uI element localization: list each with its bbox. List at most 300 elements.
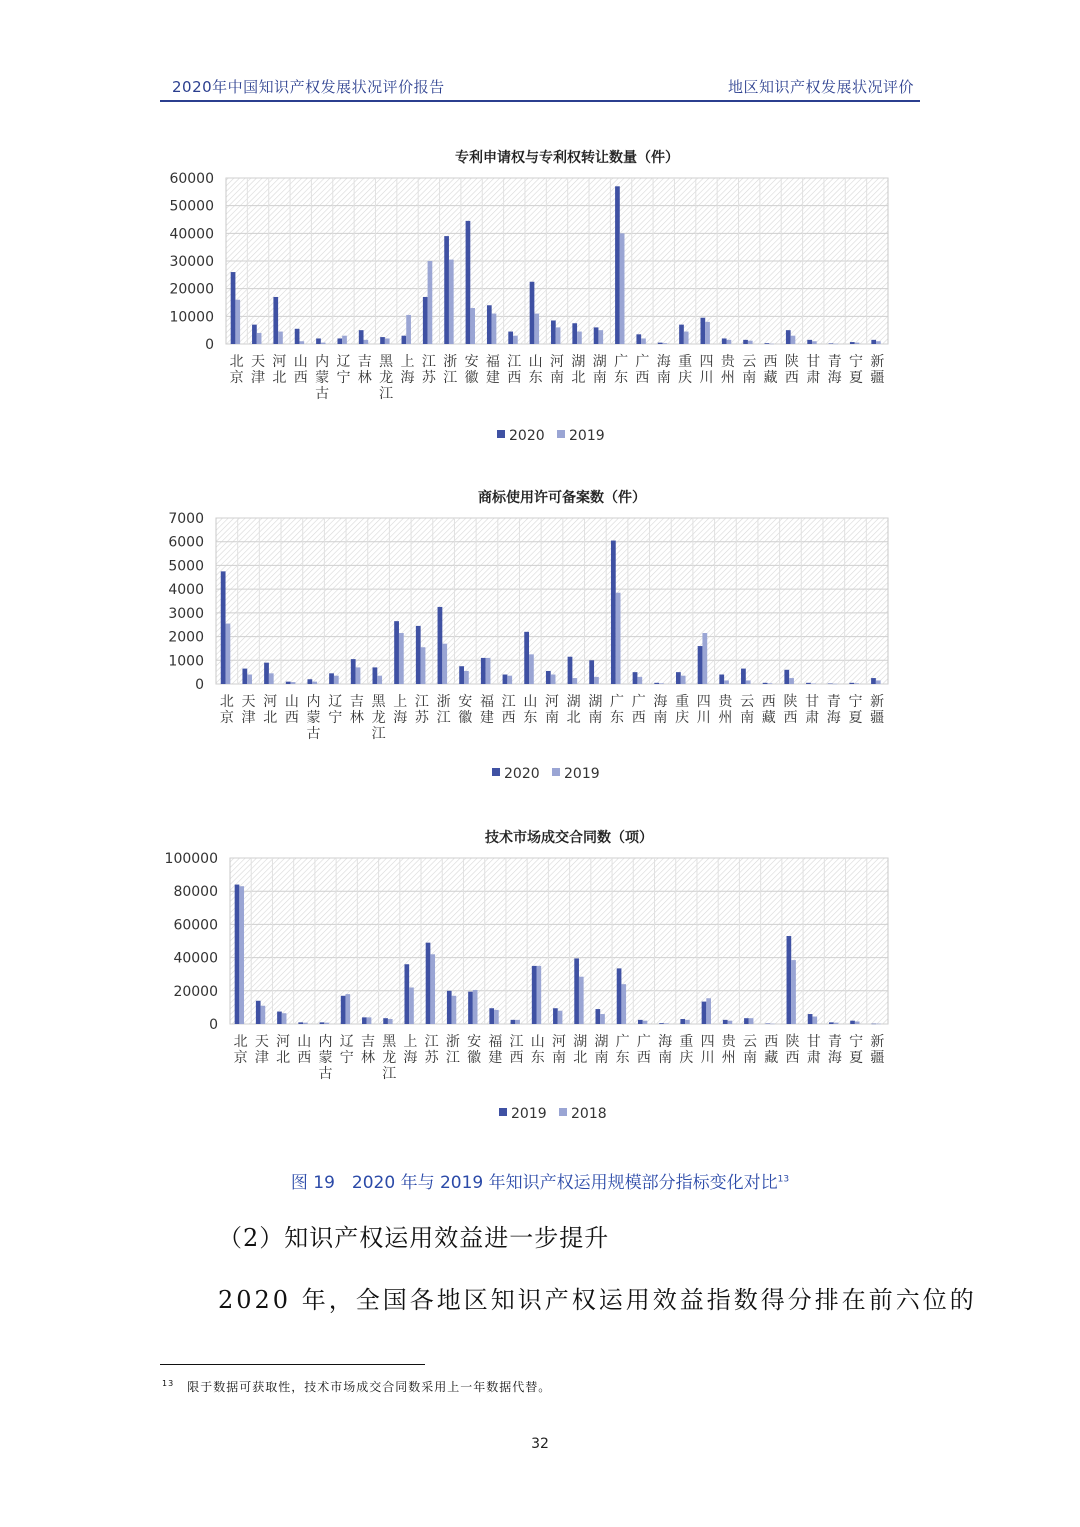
bar-2020-黑龙江 bbox=[373, 667, 378, 684]
x-tick-label: 内蒙古 bbox=[318, 1034, 333, 1082]
bar-2019-甘肃 bbox=[808, 1014, 813, 1024]
x-tick-label: 四川 bbox=[700, 1034, 715, 1066]
x-tick-label: 福建 bbox=[479, 694, 494, 726]
x-tick-label: 山西 bbox=[284, 694, 299, 726]
x-tick-label: 江苏 bbox=[414, 694, 429, 726]
bar-2019-陕西 bbox=[789, 678, 794, 684]
bar-2019-湖南 bbox=[598, 330, 603, 344]
section-heading: （2）知识产权运用效益进一步提升 bbox=[218, 1224, 610, 1252]
x-tick-label: 上海 bbox=[400, 354, 415, 386]
x-tick-label: 山西 bbox=[293, 354, 308, 386]
x-tick-label: 湖北 bbox=[573, 1034, 588, 1066]
bar-2019-重庆 bbox=[681, 676, 686, 684]
bar-2018-海南 bbox=[664, 1023, 669, 1024]
bar-2020-湖北 bbox=[572, 323, 577, 344]
bar-2019-江苏 bbox=[421, 647, 426, 684]
bar-2018-辽宁 bbox=[345, 994, 350, 1024]
bar-2018-重庆 bbox=[685, 1020, 690, 1024]
x-tick-label: 青海 bbox=[826, 694, 841, 726]
x-tick-label: 内蒙古 bbox=[315, 354, 330, 402]
bar-2020-宁夏 bbox=[849, 683, 854, 684]
x-tick-label: 浙江 bbox=[443, 354, 458, 386]
x-tick-label: 福建 bbox=[485, 354, 500, 386]
bar-2019-新疆 bbox=[876, 680, 881, 684]
x-tick-label: 吉林 bbox=[360, 1034, 375, 1066]
bar-2019-西藏 bbox=[767, 683, 772, 684]
x-tick-label: 内蒙古 bbox=[306, 694, 321, 742]
x-tick-label: 江苏 bbox=[421, 354, 436, 386]
bar-2019-辽宁 bbox=[334, 676, 339, 684]
bar-2019-青海 bbox=[829, 1022, 834, 1024]
bar-2019-广东 bbox=[616, 593, 621, 684]
bar-2019-重庆 bbox=[684, 332, 689, 344]
bar-2018-江西 bbox=[515, 1020, 520, 1024]
x-tick-label: 海南 bbox=[653, 694, 668, 726]
bar-2019-上海 bbox=[406, 315, 411, 344]
bar-2020-山东 bbox=[530, 282, 535, 344]
page-header bbox=[160, 76, 920, 100]
x-tick-label: 青海 bbox=[827, 1034, 842, 1066]
x-tick-label: 山东 bbox=[528, 354, 543, 386]
bar-2019-山东 bbox=[532, 966, 537, 1024]
x-tick-label: 海南 bbox=[656, 354, 671, 386]
bar-2020-云南 bbox=[741, 669, 746, 684]
bar-2019-四川 bbox=[702, 633, 707, 684]
x-tick-label: 湖北 bbox=[566, 694, 581, 726]
x-tick-label: 云南 bbox=[743, 1034, 758, 1066]
bar-2019-吉林 bbox=[364, 340, 369, 344]
bar-2020-山东 bbox=[524, 632, 529, 684]
legend-swatch-2019 bbox=[499, 1108, 507, 1116]
footnote-rule bbox=[160, 1364, 425, 1365]
legend-label-2019: 2019 bbox=[564, 766, 600, 782]
x-tick-label: 西藏 bbox=[763, 354, 778, 386]
figure-caption-note-ref: 13 bbox=[777, 1174, 790, 1185]
bar-2020-西藏 bbox=[765, 343, 770, 344]
bar-2019-北京 bbox=[235, 300, 240, 344]
bar-2019-宁夏 bbox=[850, 1021, 855, 1024]
bar-2019-海南 bbox=[659, 1023, 664, 1024]
x-tick-label: 河北 bbox=[276, 1034, 291, 1066]
bar-2019-山东 bbox=[529, 654, 534, 684]
bar-2019-浙江 bbox=[449, 260, 454, 344]
x-tick-label: 吉林 bbox=[357, 354, 372, 386]
bar-2019-福建 bbox=[486, 658, 491, 684]
figure-caption bbox=[0, 1168, 1080, 1193]
bar-2019-青海 bbox=[833, 344, 838, 345]
x-tick-label: 江西 bbox=[509, 1034, 524, 1066]
bar-2018-陕西 bbox=[791, 960, 796, 1024]
bar-2019-辽宁 bbox=[342, 336, 347, 344]
x-tick-label: 甘肃 bbox=[806, 354, 821, 386]
bar-2020-黑龙江 bbox=[380, 337, 385, 344]
bar-2019-福建 bbox=[492, 314, 497, 344]
bar-2018-西藏 bbox=[770, 1024, 775, 1025]
y-tick-label: 5000 bbox=[168, 558, 204, 575]
x-tick-label: 吉林 bbox=[349, 694, 364, 726]
bar-2019-山西 bbox=[299, 341, 304, 344]
x-tick-label: 湖南 bbox=[592, 354, 607, 386]
bar-2019-黑龙江 bbox=[383, 1018, 388, 1024]
y-tick-label: 80000 bbox=[173, 884, 218, 901]
bar-2019-青海 bbox=[833, 684, 838, 685]
x-tick-label: 辽宁 bbox=[328, 694, 343, 726]
x-tick-label: 上海 bbox=[393, 694, 408, 726]
bar-2019-天津 bbox=[256, 1001, 261, 1024]
bar-2018-天津 bbox=[261, 1006, 266, 1024]
bar-2019-江西 bbox=[507, 676, 512, 684]
bar-2019-江西 bbox=[511, 1020, 516, 1024]
x-tick-label: 安徽 bbox=[467, 1034, 482, 1066]
bar-2019-上海 bbox=[404, 964, 409, 1024]
bar-2019-山西 bbox=[291, 682, 296, 684]
bar-2020-辽宁 bbox=[337, 338, 342, 344]
bar-2019-广西 bbox=[638, 1020, 643, 1024]
y-tick-label: 60000 bbox=[173, 917, 218, 934]
bar-2019-浙江 bbox=[442, 644, 447, 684]
x-tick-label: 上海 bbox=[403, 1034, 418, 1066]
x-tick-label: 浙江 bbox=[436, 694, 451, 726]
bar-2018-云南 bbox=[749, 1018, 754, 1024]
bar-2020-湖南 bbox=[589, 660, 594, 684]
bar-2019-海南 bbox=[659, 683, 664, 684]
bar-2019-广西 bbox=[641, 338, 646, 344]
bar-2020-江西 bbox=[503, 675, 508, 684]
x-tick-label: 重庆 bbox=[679, 1034, 694, 1066]
bar-2020-宁夏 bbox=[850, 342, 855, 344]
bar-2019-内蒙古 bbox=[320, 1022, 325, 1024]
bar-2020-重庆 bbox=[676, 672, 681, 684]
legend-label-2020: 2020 bbox=[504, 766, 540, 782]
y-tick-label: 100000 bbox=[164, 851, 218, 867]
bar-2019-陕西 bbox=[791, 336, 796, 344]
bar-2018-浙江 bbox=[452, 996, 457, 1024]
x-tick-label: 黑龙江 bbox=[379, 354, 394, 402]
x-tick-label: 青海 bbox=[827, 354, 842, 386]
y-tick-label: 10000 bbox=[169, 309, 214, 326]
x-tick-label: 广西 bbox=[636, 1034, 651, 1066]
x-tick-label: 陕西 bbox=[784, 354, 799, 386]
bar-2019-黑龙江 bbox=[385, 338, 390, 344]
header-rule bbox=[160, 100, 920, 102]
x-tick-label: 广东 bbox=[615, 1034, 630, 1066]
x-tick-label: 重庆 bbox=[678, 354, 693, 386]
bar-2018-甘肃 bbox=[812, 1017, 817, 1024]
bar-2020-湖北 bbox=[568, 657, 573, 684]
bar-2020-内蒙古 bbox=[307, 679, 312, 684]
bar-2020-陕西 bbox=[786, 330, 791, 344]
x-tick-label: 广东 bbox=[610, 694, 625, 726]
page-number: 32 bbox=[531, 1436, 549, 1452]
bar-2020-江西 bbox=[508, 332, 513, 344]
bar-2020-天津 bbox=[252, 325, 257, 344]
y-tick-label: 7000 bbox=[168, 511, 204, 527]
x-tick-label: 辽宁 bbox=[339, 1034, 354, 1066]
legend-swatch-2018 bbox=[559, 1108, 567, 1116]
x-tick-label: 西藏 bbox=[761, 694, 776, 726]
bar-2019-云南 bbox=[748, 341, 753, 344]
bar-2018-河北 bbox=[282, 1013, 287, 1024]
bar-2020-青海 bbox=[828, 684, 833, 685]
bar-2019-甘肃 bbox=[812, 341, 817, 344]
bar-2019-江苏 bbox=[426, 943, 431, 1024]
x-tick-label: 河南 bbox=[552, 1034, 566, 1066]
bar-2019-贵州 bbox=[727, 340, 732, 344]
x-tick-label: 河北 bbox=[272, 354, 287, 386]
tech-market-contract-chart bbox=[0, 820, 1080, 1130]
y-tick-label: 6000 bbox=[168, 534, 204, 551]
bar-2019-湖北 bbox=[577, 332, 582, 344]
x-tick-label: 广西 bbox=[631, 694, 646, 726]
bar-2018-上海 bbox=[409, 987, 414, 1024]
bar-2019-湖南 bbox=[594, 677, 599, 684]
legend-label-2019: 2019 bbox=[569, 428, 605, 444]
x-tick-label: 贵州 bbox=[718, 694, 733, 726]
bar-2018-四川 bbox=[706, 998, 711, 1024]
bar-2019-四川 bbox=[705, 322, 710, 344]
bar-2019-宁夏 bbox=[855, 343, 860, 344]
bar-2019-天津 bbox=[247, 675, 252, 684]
bar-2020-广东 bbox=[615, 186, 620, 344]
y-tick-label: 4000 bbox=[168, 582, 204, 599]
bar-2019-广东 bbox=[620, 233, 625, 344]
bar-2020-河北 bbox=[273, 297, 278, 344]
bar-2019-河北 bbox=[269, 673, 274, 684]
footnote-text: 限于数据可获取性，技术市场成交合同数采用上一年数据代替。 bbox=[187, 1380, 552, 1394]
x-tick-label: 海南 bbox=[658, 1034, 673, 1066]
bar-2020-辽宁 bbox=[329, 673, 334, 684]
x-tick-label: 西藏 bbox=[764, 1034, 779, 1066]
bar-2020-广东 bbox=[611, 541, 616, 684]
bar-2018-山西 bbox=[303, 1023, 308, 1024]
bar-2020-贵州 bbox=[719, 675, 724, 684]
bar-2019-河北 bbox=[278, 332, 283, 344]
x-tick-label: 北京 bbox=[229, 354, 244, 386]
bar-2019-福建 bbox=[489, 1008, 494, 1024]
bar-2019-湖北 bbox=[572, 678, 577, 684]
bar-2019-四川 bbox=[702, 1002, 707, 1024]
y-tick-label: 30000 bbox=[169, 254, 214, 270]
bar-2018-江苏 bbox=[430, 954, 435, 1024]
x-tick-label: 云南 bbox=[742, 354, 757, 386]
x-tick-label: 陕西 bbox=[783, 694, 798, 726]
x-tick-label: 浙江 bbox=[445, 1034, 460, 1066]
x-tick-label: 广东 bbox=[614, 354, 629, 386]
bar-2019-江西 bbox=[513, 336, 518, 344]
legend-swatch-2019 bbox=[557, 430, 565, 438]
bar-2020-北京 bbox=[231, 272, 236, 344]
y-tick-label: 20000 bbox=[169, 281, 214, 298]
legend-label-2020: 2020 bbox=[509, 428, 545, 444]
bar-2018-吉林 bbox=[367, 1017, 372, 1024]
bar-2020-新疆 bbox=[871, 340, 876, 344]
y-tick-label: 3000 bbox=[168, 605, 204, 622]
x-tick-label: 新疆 bbox=[870, 694, 885, 726]
x-tick-label: 天津 bbox=[241, 694, 256, 726]
chart-title: 商标使用许可备案数（件） bbox=[478, 490, 646, 506]
bar-2019-湖北 bbox=[574, 958, 579, 1024]
x-tick-label: 甘肃 bbox=[805, 694, 820, 726]
bar-2018-新疆 bbox=[876, 1024, 881, 1025]
bar-2020-安徽 bbox=[466, 221, 471, 344]
bar-2018-黑龙江 bbox=[388, 1019, 393, 1024]
bar-2020-河南 bbox=[551, 320, 556, 344]
bar-2018-广西 bbox=[643, 1021, 648, 1024]
bar-2019-湖南 bbox=[596, 1009, 601, 1024]
bar-2019-云南 bbox=[746, 680, 751, 684]
bar-2019-西藏 bbox=[769, 344, 774, 345]
y-tick-label: 1000 bbox=[168, 653, 204, 670]
bar-2019-北京 bbox=[235, 885, 240, 1024]
bar-2018-湖南 bbox=[600, 1014, 605, 1024]
footnote-ref: 13 bbox=[162, 1379, 175, 1388]
bar-2019-甘肃 bbox=[811, 684, 816, 685]
bar-2019-海南 bbox=[662, 343, 667, 344]
bar-2020-江苏 bbox=[423, 297, 428, 344]
bar-2020-福建 bbox=[487, 305, 492, 344]
bar-2020-新疆 bbox=[871, 678, 876, 684]
bar-2020-湖南 bbox=[594, 327, 599, 344]
bar-2019-河南 bbox=[556, 327, 561, 344]
y-tick-label: 40000 bbox=[173, 950, 218, 967]
bar-2020-天津 bbox=[242, 669, 247, 684]
x-tick-label: 云南 bbox=[740, 694, 755, 726]
bar-2019-北京 bbox=[226, 624, 231, 684]
bar-2019-新疆 bbox=[876, 341, 881, 344]
x-tick-label: 山东 bbox=[530, 1034, 545, 1066]
bar-2019-吉林 bbox=[362, 1017, 367, 1024]
x-tick-label: 江苏 bbox=[424, 1034, 439, 1066]
x-tick-label: 天津 bbox=[251, 354, 266, 386]
y-tick-label: 2000 bbox=[168, 629, 204, 646]
x-tick-label: 贵州 bbox=[721, 1034, 736, 1066]
y-tick-label: 0 bbox=[209, 1017, 218, 1033]
x-tick-label: 新疆 bbox=[870, 1034, 885, 1066]
x-tick-label: 北京 bbox=[219, 694, 234, 726]
bar-2020-上海 bbox=[394, 621, 399, 684]
x-tick-label: 贵州 bbox=[720, 354, 735, 386]
x-tick-label: 重庆 bbox=[675, 694, 690, 726]
bar-2018-广东 bbox=[621, 984, 626, 1024]
header-section-title: 地区知识产权发展状况评价 bbox=[727, 78, 914, 96]
bar-2018-安徽 bbox=[473, 990, 478, 1024]
x-tick-label: 宁夏 bbox=[848, 694, 863, 726]
bar-2018-内蒙古 bbox=[324, 1023, 329, 1024]
bar-2019-陕西 bbox=[787, 936, 792, 1024]
bar-2020-山西 bbox=[286, 682, 291, 684]
x-tick-label: 四川 bbox=[699, 354, 714, 386]
x-tick-label: 黑龙江 bbox=[371, 694, 386, 742]
bar-2020-内蒙古 bbox=[316, 338, 321, 344]
x-tick-label: 山西 bbox=[297, 1034, 312, 1066]
bar-2019-广西 bbox=[637, 677, 642, 684]
figure-caption-text: 图 19 2020 年与 2019 年知识产权运用规模部分指标变化对比 bbox=[290, 1173, 778, 1193]
x-tick-label: 宁夏 bbox=[849, 1034, 864, 1066]
bar-2019-浙江 bbox=[447, 991, 452, 1024]
bar-2020-山西 bbox=[295, 329, 300, 344]
bar-2019-内蒙古 bbox=[321, 343, 326, 344]
bar-2018-山东 bbox=[537, 966, 542, 1024]
bar-2020-北京 bbox=[221, 571, 226, 684]
legend-swatch-2020 bbox=[492, 768, 500, 776]
bar-2020-海南 bbox=[658, 343, 663, 344]
bar-2020-重庆 bbox=[679, 325, 684, 344]
legend-swatch-2020 bbox=[497, 430, 505, 438]
bar-2019-广东 bbox=[617, 968, 622, 1024]
x-tick-label: 湖南 bbox=[588, 694, 603, 726]
bar-2019-吉林 bbox=[356, 667, 361, 684]
patent-transfer-chart bbox=[0, 140, 1080, 450]
bar-2020-河北 bbox=[264, 663, 269, 684]
bar-2019-重庆 bbox=[680, 1019, 685, 1024]
x-tick-label: 江西 bbox=[507, 354, 522, 386]
bar-2020-河南 bbox=[546, 671, 551, 684]
x-tick-label: 河南 bbox=[550, 354, 564, 386]
bar-2020-海南 bbox=[654, 683, 659, 684]
x-tick-label: 江西 bbox=[501, 694, 516, 726]
x-tick-label: 甘肃 bbox=[806, 1034, 821, 1066]
x-tick-label: 安徽 bbox=[464, 354, 479, 386]
bar-2019-黑龙江 bbox=[377, 676, 382, 684]
bar-2018-湖北 bbox=[579, 977, 584, 1024]
bar-2020-甘肃 bbox=[807, 340, 812, 344]
bar-2020-四川 bbox=[701, 318, 706, 344]
x-tick-label: 湖北 bbox=[571, 354, 586, 386]
bar-2020-上海 bbox=[402, 336, 407, 344]
bar-2019-天津 bbox=[257, 333, 262, 344]
x-tick-label: 宁夏 bbox=[848, 354, 863, 386]
bar-2020-青海 bbox=[829, 343, 834, 344]
bar-2019-安徽 bbox=[464, 671, 469, 684]
footnote bbox=[162, 1378, 551, 1395]
bar-2018-福建 bbox=[494, 1010, 499, 1024]
bar-2018-青海 bbox=[834, 1023, 839, 1024]
chart-title: 技术市场成交合同数（项） bbox=[485, 830, 653, 846]
x-tick-label: 湖南 bbox=[594, 1034, 609, 1066]
x-tick-label: 河北 bbox=[263, 694, 278, 726]
bar-2019-河北 bbox=[277, 1012, 282, 1024]
bar-2019-云南 bbox=[744, 1018, 749, 1024]
y-tick-label: 50000 bbox=[169, 198, 214, 215]
x-tick-label: 河南 bbox=[545, 694, 559, 726]
x-tick-label: 新疆 bbox=[870, 354, 885, 386]
header-report-title: 2020年中国知识产权发展状况评价报告 bbox=[172, 78, 445, 96]
bar-2018-贵州 bbox=[728, 1021, 733, 1024]
chart-title: 专利申请权与专利权转让数量（件） bbox=[455, 150, 679, 166]
bar-2019-江苏 bbox=[428, 261, 433, 344]
x-tick-label: 福建 bbox=[488, 1034, 503, 1066]
bar-2020-四川 bbox=[698, 646, 703, 684]
x-tick-label: 四川 bbox=[696, 694, 711, 726]
x-tick-label: 辽宁 bbox=[336, 354, 351, 386]
body-paragraph: 2020 年，全国各地区知识产权运用效益指数得分排在前六位的 bbox=[218, 1286, 977, 1314]
y-tick-label: 60000 bbox=[169, 171, 214, 187]
legend-swatch-2019 bbox=[552, 768, 560, 776]
bar-2020-吉林 bbox=[351, 659, 356, 684]
bar-2019-山东 bbox=[534, 314, 539, 344]
bar-2019-山西 bbox=[298, 1022, 303, 1024]
bar-2019-上海 bbox=[399, 633, 404, 684]
bar-2020-云南 bbox=[743, 340, 748, 344]
bar-2019-宁夏 bbox=[854, 683, 859, 684]
x-tick-label: 广西 bbox=[635, 354, 650, 386]
plot-area bbox=[216, 518, 888, 684]
bar-2019-贵州 bbox=[723, 1020, 728, 1024]
bar-2019-河南 bbox=[551, 675, 556, 684]
bar-2018-河南 bbox=[558, 1011, 563, 1024]
bar-2019-河南 bbox=[553, 1008, 558, 1024]
legend-label-2018: 2018 bbox=[571, 1106, 607, 1122]
